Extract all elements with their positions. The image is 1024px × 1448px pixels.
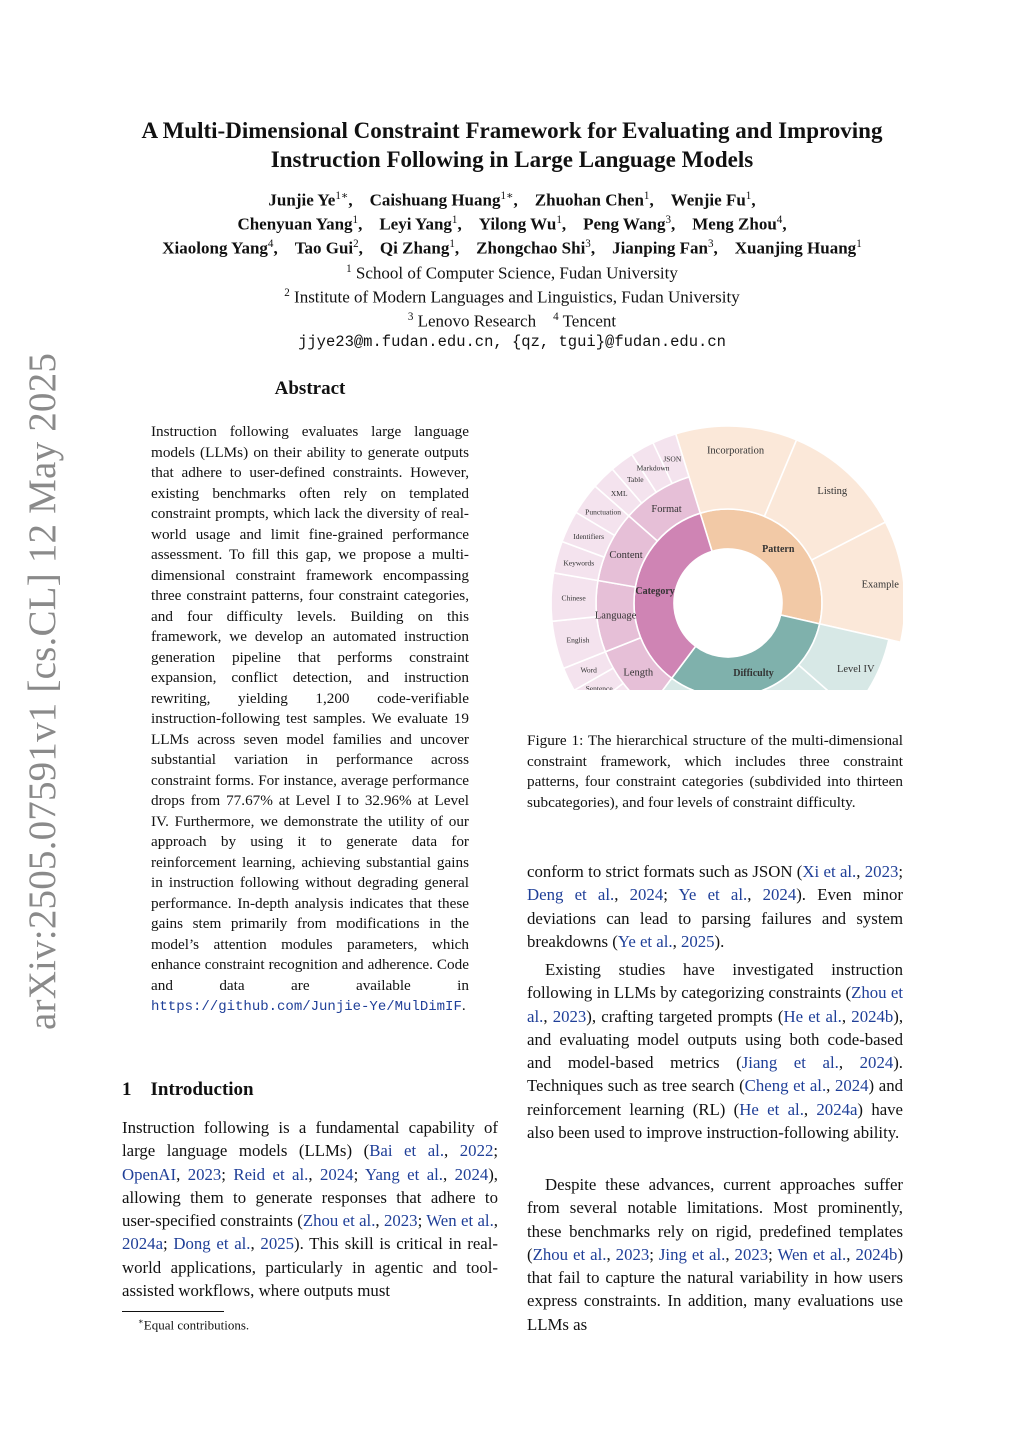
author-affiliation-mark: 2 xyxy=(353,238,359,250)
author-affiliation-mark: 3 xyxy=(665,214,671,226)
affiliation-3-mark: 3 xyxy=(407,311,414,323)
citation-link[interactable]: Bai et al. xyxy=(369,1141,445,1161)
author-name: Xuanjing Huang xyxy=(734,238,857,258)
author-row-2: Chenyuan Yang$^1$, Leyi Yang$^1$, Yilong Wu$^1$, Peng Wang$^3$, Meng Zhou$^4$, xyxy=(237,214,787,234)
paragraph-text: , xyxy=(672,931,681,951)
paragraph-text: , xyxy=(725,1244,735,1264)
citation-link[interactable]: 2024 xyxy=(320,1164,354,1184)
citation-link[interactable]: He et al. xyxy=(783,1006,842,1026)
author-affiliation-mark: 1 xyxy=(643,190,650,202)
citation-link[interactable]: Dong et al. xyxy=(173,1234,251,1254)
paragraph-text: , xyxy=(803,1099,817,1119)
paragraph-text: Despite these advances, current approaches suffer from several notable limitations. Most prominently, these benchmarks rely on rigid, predefined templates ( xyxy=(527,1175,903,1264)
citation-link[interactable]: Zhou et al. xyxy=(532,1244,607,1264)
intro-paragraph-continued xyxy=(527,860,903,953)
paragraph-text: , xyxy=(614,885,630,905)
author-name: Peng Wang xyxy=(583,214,666,234)
leaf-label: XML xyxy=(610,488,628,498)
paragraph-text: , xyxy=(856,862,865,881)
citation-link[interactable]: Cheng et al. xyxy=(744,1076,827,1096)
paragraph-text: , xyxy=(250,1234,261,1254)
citation-link[interactable]: 2024b xyxy=(851,1006,894,1026)
author-name: Caishuang Huang xyxy=(369,190,501,210)
inner-label-difficulty: Difficulty xyxy=(733,667,774,679)
paragraph-text: ) and reinforcement learning (RL) ( xyxy=(527,1076,903,1119)
author-affiliation-mark: 4 xyxy=(267,238,274,250)
difficulty-label: Level IV xyxy=(836,663,875,675)
abstract-heading: Abstract xyxy=(274,378,346,399)
paragraph-text: , xyxy=(841,1006,852,1026)
affiliation-4-mark: 4 xyxy=(553,311,559,323)
paragraph-text: , xyxy=(543,1006,553,1026)
category-label: Language xyxy=(594,610,637,622)
citation-link[interactable]: OpenAI xyxy=(122,1164,177,1184)
citation-link[interactable]: Ye et al. xyxy=(617,931,673,951)
footnote-text: Equal contributions. xyxy=(143,1317,250,1333)
constraint-framework-sunburst xyxy=(527,378,903,690)
pattern-label: Incorporation xyxy=(706,445,765,457)
paragraph-text: , xyxy=(606,1244,616,1264)
citation-link[interactable]: Deng et al. xyxy=(527,885,615,905)
citation-link[interactable]: 2023 xyxy=(615,1244,650,1264)
citation-link[interactable]: Jiang et al. xyxy=(741,1053,839,1073)
paragraph-text: , xyxy=(444,1141,460,1161)
author-name: Chenyuan Yang xyxy=(237,214,353,234)
paragraph-text: ). This skill is critical in real-world applications, particularly in agentic and tool-assisted workflows, where outputs must xyxy=(122,1234,498,1301)
paragraph-text: conform to strict formats such as JSON ( xyxy=(527,862,803,881)
author-affiliation-mark: 1 xyxy=(856,238,862,250)
author-affiliation-mark: 1∗ xyxy=(335,190,349,202)
author-affiliation-mark: 3 xyxy=(707,238,714,250)
author-name: Zhuohan Chen xyxy=(534,190,644,210)
paragraph-text: ) that fail to capture the natural variability in how users express constraints. In addition, many evaluations use LLMs as xyxy=(527,1244,904,1334)
citation-link[interactable]: 2023 xyxy=(864,862,899,881)
abstract-text: Instruction following evaluates large language models (LLMs) on their ability to generate outputs that adhere to user-defined constraints. However, existing benchmarks often rely on templated constraint prompts, which lack the diversity of real-world usage and limit fine-grained performance assessment. To fill this gap, we propose a multi-dimensional constraint framework encompassing three constraint patterns, four constraint categories, and four difficulty levels. Building on this framework, we develop an automated instruction generation pipeline that performs constraint expansion, conflict detection, and instruction rewriting, yielding 1,200 code-verifiable instruction-following test samples. We evaluate 19 LLMs across seven model families and uncover substantial variation in performance across constraint forms. For instance, average performance drops from 77.67% at Level I to 32.96% at Level IV. Furthermore, we demonstrate the utility of our approach by using it to generate data for reinforcement learning, achieving substantial gains in instruction following without degrading general performance. In-depth analysis indicates that these gains stem primarily from modifications in the model’s attention modules parameters, which enhance constraint recognition and adherence. Code and data are available in xyxy=(151,423,469,994)
affiliation-3-text: Lenovo Research xyxy=(417,311,537,331)
author-name: Yilong Wu xyxy=(478,214,557,234)
category-label: Length xyxy=(623,667,654,679)
citation-link[interactable]: Wen et al. xyxy=(426,1211,494,1231)
footnote-rule xyxy=(122,1311,224,1312)
section-number: 1 xyxy=(122,1079,132,1100)
paragraph-text: ; xyxy=(493,1141,499,1161)
author-name: Zhongchao Shi xyxy=(476,238,586,258)
affiliation-2-text: Institute of Modern Languages and Linguistics, Fudan University xyxy=(294,287,740,307)
abstract-body xyxy=(151,422,469,1018)
author-name: Tao Gui xyxy=(294,238,354,258)
paragraph-text: Existing studies have investigated instruction following in LLMs by categorizing constraints ( xyxy=(527,960,903,1003)
citation-link[interactable]: Jing et al. xyxy=(658,1244,726,1264)
citation-link[interactable]: 2024 xyxy=(834,1076,869,1096)
leaf-label: Table xyxy=(627,475,644,485)
citation-link[interactable]: 2023 xyxy=(187,1164,222,1184)
intro-paragraph-2 xyxy=(527,958,903,1144)
citation-link[interactable]: 2024 xyxy=(629,885,664,905)
inner-label-category: Category xyxy=(635,585,675,597)
paragraph-text: ), allowing them to generate responses that adhere to user-specified constraints ( xyxy=(122,1164,499,1231)
citation-link[interactable]: 2025 xyxy=(680,931,715,951)
intro-paragraph-1 xyxy=(122,1116,498,1302)
citation-link[interactable]: Reid et al. xyxy=(233,1164,309,1184)
paragraph-text: ; xyxy=(898,862,904,881)
category-label: Format xyxy=(651,503,682,515)
author-name: Wenjie Fu xyxy=(670,190,746,210)
paragraph-text: , xyxy=(493,1211,498,1231)
citation-link[interactable]: 2025 xyxy=(260,1234,294,1254)
section-title: Introduction xyxy=(150,1079,254,1100)
paragraph-text: ; xyxy=(649,1244,659,1264)
leaf-label: Sentence xyxy=(585,683,613,690)
inner-label-pattern: Pattern xyxy=(762,544,795,556)
citation-link[interactable]: 2024 xyxy=(454,1164,489,1184)
citation-link[interactable]: 2023 xyxy=(552,1006,587,1026)
abstract-end: . xyxy=(461,997,466,1014)
author-row-3: Xiaolong Yang$^4$, Tao Gui$^2$, Qi Zhang$^1$, Zhongchao Shi$^3$, Jianping Fan$^3$, Xuanjing Huang$^1$ xyxy=(162,238,862,258)
leaf-label: Keywords xyxy=(563,558,595,568)
citation-link[interactable]: 2023 xyxy=(734,1244,769,1264)
leaf-label: Word xyxy=(580,665,597,675)
paragraph-text: , xyxy=(747,885,763,905)
author-affiliation-mark: 1 xyxy=(556,214,562,226)
paragraph-text: ). xyxy=(714,931,725,951)
citation-link[interactable]: 2024a xyxy=(122,1234,164,1254)
author-name: Meng Zhou xyxy=(692,214,777,234)
citation-link[interactable]: He et al. xyxy=(739,1099,804,1119)
leaf-label: JSON xyxy=(663,454,682,464)
affiliation-1-text: School of Computer Science, Fudan University xyxy=(355,263,678,283)
author-affiliation-mark: 1 xyxy=(449,238,455,250)
citation-link[interactable]: 2024a xyxy=(816,1099,858,1119)
affiliation-2-mark: 2 xyxy=(284,287,290,299)
leaf-label: Punctuation xyxy=(585,507,622,517)
author-name: Jianping Fan xyxy=(612,238,708,258)
affiliation-1-mark: 1 xyxy=(346,263,352,275)
paragraph-text: ), crafting targeted prompts ( xyxy=(586,1006,784,1026)
paragraph-text: ; xyxy=(663,885,679,905)
citation-link[interactable]: 2022 xyxy=(459,1141,494,1161)
paragraph-text: , xyxy=(375,1211,384,1231)
citation-link[interactable]: 2024 xyxy=(859,1053,894,1073)
author-affiliation-mark: 1 xyxy=(451,214,458,226)
author-affiliation-mark: 4 xyxy=(776,214,783,226)
citation-link[interactable]: Wen et al. xyxy=(777,1244,847,1264)
citation-link[interactable]: Yang et al. xyxy=(365,1164,444,1184)
paragraph-text: , xyxy=(838,1053,860,1073)
figure-1-caption: Figure 1: The hierarchical structure of the multi-dimensional constraint framework, which includes three constraint patterns, four constraint categories (subdivided into thirteen subcategories), and four levels of constraint difficulty. xyxy=(527,732,903,811)
paragraph-text: , xyxy=(826,1076,835,1096)
paragraph-text: ; xyxy=(163,1234,174,1254)
leaf-label: English xyxy=(566,635,590,645)
paragraph-text: ; xyxy=(353,1164,366,1184)
paragraph-text: Instruction following is a fundamental capability of large language models (LLMs) ( xyxy=(122,1118,498,1161)
author-name: Junjie Ye xyxy=(268,190,336,210)
code-link[interactable]: https://github.com/Junjie-Ye/MulDimIF xyxy=(151,999,462,1015)
paragraph-text: ) have also been used to improve instruction-following ability. xyxy=(527,1099,904,1143)
intro-paragraph-3 xyxy=(527,1173,903,1336)
paragraph-text: ; xyxy=(768,1244,778,1264)
author-row-1: Junjie $Ye^{1∗}$, Caishuang Huang$^{1∗}$, Zhuohan Chen$^1$, Wenjie Fu$^1$, xyxy=(268,190,756,210)
author-affiliation-mark: 1∗ xyxy=(500,190,514,202)
citation-link[interactable]: Ye et al. xyxy=(678,885,748,905)
paragraph-text: , xyxy=(443,1164,455,1184)
author-affiliation-mark: 3 xyxy=(585,238,591,250)
paragraph-text: ; xyxy=(221,1164,234,1184)
pattern-label: Example xyxy=(861,579,899,591)
footnote xyxy=(138,1316,249,1333)
paragraph-text: , xyxy=(846,1244,856,1264)
citation-link[interactable]: 2023 xyxy=(384,1211,418,1231)
paragraph-text: , xyxy=(308,1164,320,1184)
author-name: Leyi Yang xyxy=(379,214,452,234)
title-line-1: A Multi-Dimensional Constraint Framework for Evaluating and Improving xyxy=(141,118,883,143)
leaf-label: Markdown xyxy=(636,463,670,473)
citation-link[interactable]: Zhou et al. xyxy=(527,983,903,1026)
title-line-2: Instruction Following in Large Language Models xyxy=(270,147,754,172)
author-affiliation-mark: 1 xyxy=(745,190,752,202)
affiliation-4-text: Tencent xyxy=(562,311,617,331)
paragraph-text: ), and evaluating model outputs using both code-based and model-based metrics ( xyxy=(527,1006,904,1073)
leaf-label: Identifiers xyxy=(573,531,605,541)
category-label: Content xyxy=(609,549,643,561)
paper-title xyxy=(90,116,934,174)
pattern-label: Listing xyxy=(817,486,848,498)
arxiv-identifier: arXiv:2505.07591v1 [cs.CL] 12 May 2025 xyxy=(21,352,64,1030)
citation-link[interactable]: 2024 xyxy=(762,885,797,905)
paragraph-text: ). Techniques such as tree search ( xyxy=(527,1053,904,1096)
author-emails: jjye23@m.fudan.edu.cn, {qz, tgui}@fudan.edu.cn xyxy=(298,333,726,351)
author-name: Qi Zhang xyxy=(379,238,450,258)
paragraph-text: , xyxy=(176,1164,188,1184)
citation-link[interactable]: Xi et al. xyxy=(802,862,857,881)
author-affiliation-mark: 1 xyxy=(352,214,359,226)
footnote-mark: ∗ xyxy=(138,1316,144,1326)
section-heading-introduction xyxy=(122,1079,254,1101)
citation-link[interactable]: Zhou et al. xyxy=(302,1211,376,1231)
citation-link[interactable]: 2024b xyxy=(855,1244,898,1264)
paragraph-text: ; xyxy=(417,1211,427,1231)
leaf-label: Chinese xyxy=(561,593,586,603)
paragraph-text: ). Even minor deviations can lead to parsing failures and system breakdowns ( xyxy=(527,885,903,951)
author-name: Xiaolong Yang xyxy=(162,238,268,258)
